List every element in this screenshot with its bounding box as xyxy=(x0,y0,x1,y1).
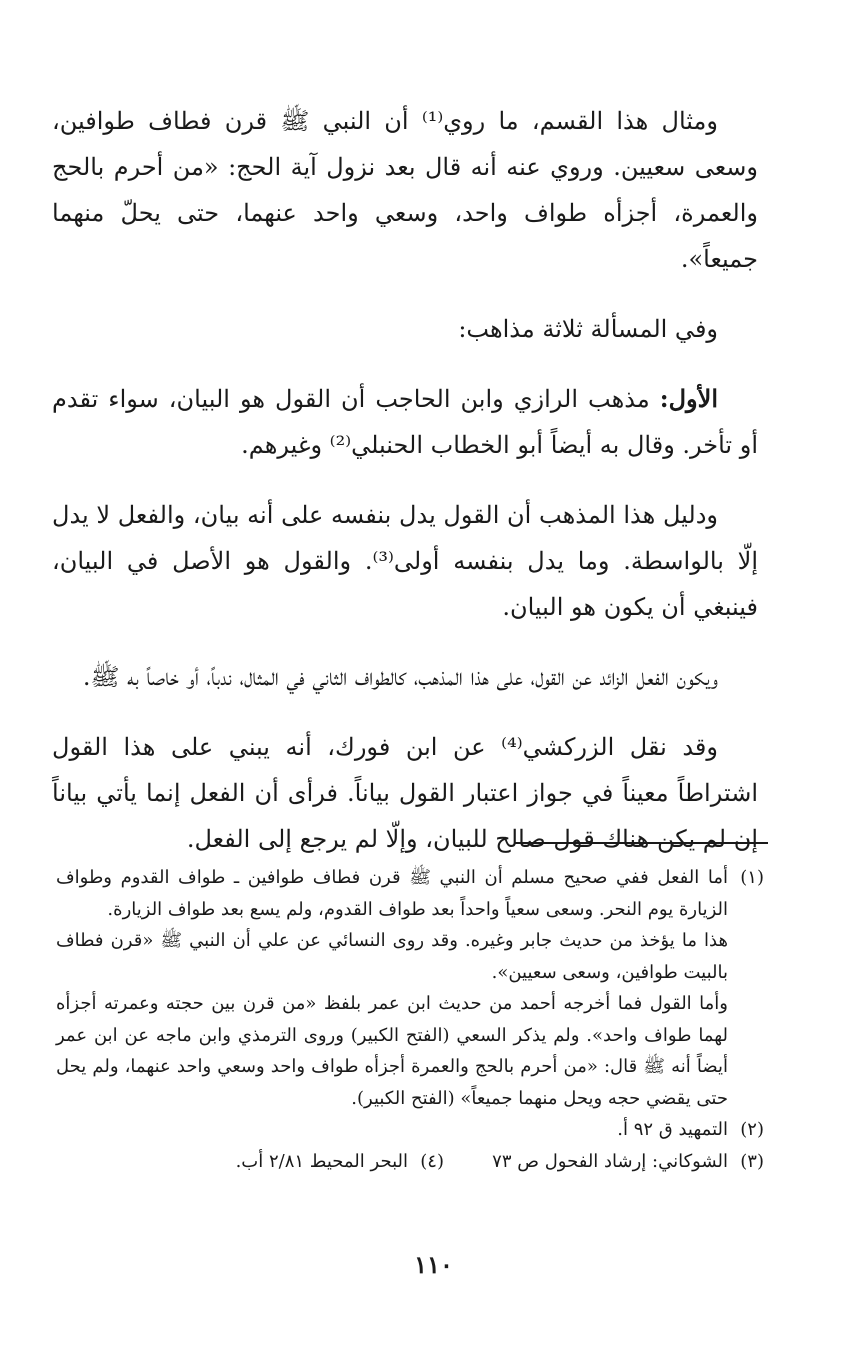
footnote-number: (٢) xyxy=(740,1119,764,1140)
footnote-line: وأما القول فما أخرجه أحمد من حديث ابن عمر بلفظ «من قرن بين حجته وعمرته أجزأه لهما طواف واحد». ولم يذكر السعي (الفتح الكبير) وروى الترمذي وابن ماجه عن ابن عمر أيضاً أنه ﷺ قال: «من أحرم بالحج والعمرة أجزأه طواف واحد وسعي واحد عنهما، ولم يحل حتى يقضي حجه ويحل منهما جميعاً» (الفتح الكبير). xyxy=(56,993,728,1109)
paragraph-three-schools: وفي المسألة ثلاثة مذاهب: xyxy=(458,315,718,343)
footnote-2 xyxy=(56,1114,764,1146)
paragraph-example: ومثال هذا القسم، ما روي⁽¹⁾ أن النبي ﷺ قرن فطاف طوافين، وسعى سعيين. وروي عنه أنه قال بعد نزول آية الحج: «من أحرم بالحج والعمرة، أجزأه طواف واحد، وسعي واحد عنهما، حتى يحلّ منهما جميعاً». xyxy=(52,107,758,273)
footnote-separator xyxy=(515,842,768,844)
footnote-body: البحر المحيط ٢/٨١ أب. xyxy=(235,1150,408,1172)
footnote-3 xyxy=(444,1146,764,1178)
footnote-number: (١) xyxy=(740,867,764,888)
footnote-line: هذا ما يؤخذ من حديث جابر وغيره. وقد روى النسائي عن علي أن النبي ﷺ «قرن فطاف بالبيت طوافين، وسعى سعيين». xyxy=(56,930,728,983)
footnote-4 xyxy=(124,1146,444,1178)
paragraph-evidence: ودليل هذا المذهب أن القول يدل بنفسه على أنه بيان، والفعل لا يدل إلّا بالواسطة. وما يدل بنفسه أولى⁽³⁾. والقول هو الأصل في البيان، فينبغي أن يكون هو البيان. xyxy=(52,501,758,621)
footnote-body: التمهيد ق ٩٢ أ. xyxy=(617,1119,728,1140)
footnotes xyxy=(56,862,764,1177)
footnote-number: (٣) xyxy=(740,1150,764,1172)
footnote-body xyxy=(56,862,728,1114)
page-number: ١١٠ xyxy=(414,1250,453,1279)
paragraph-extra-action: ويكون الفعل الزائد عن القول، على هذا المذهب، كالطواف الثاني في المثال، ندباً، أو خاصاً به ﷺ. xyxy=(82,663,718,691)
footnote-number: (٤) xyxy=(420,1150,444,1172)
main-text xyxy=(52,98,758,886)
footnote-line: أما الفعل ففي صحيح مسلم أن النبي ﷺ قرن فطاف طوافين ـ طواف القدوم وطواف الزيارة يوم النحر. وسعى سعياً واحداً بعد طواف القدوم، ولم يسع بعد طواف الزيارة. xyxy=(56,867,728,920)
paragraph-first-school xyxy=(52,376,758,468)
footnote-1 xyxy=(56,862,764,1114)
paragraph-zarkashi: وقد نقل الزركشي⁽⁴⁾ عن ابن فورك، أنه يبني على هذا القول اشتراطاً معيناً في جواز اعتبار القول بياناً. فرأى أن الفعل إنما يأتي بياناً إن لم يكن هناك قول صالح للبيان، وإلّا لم يرجع إلى الفعل. xyxy=(52,733,758,853)
footnote-row-3-4 xyxy=(56,1146,764,1178)
first-school-label: الأول: xyxy=(659,384,718,413)
footnote-body: الشوكاني: إرشاد الفحول ص ٧٣ xyxy=(492,1150,728,1172)
first-school-text: مذهب الرازي وابن الحاجب أن القول هو البيان، سواء تقدم أو تأخر. وقال به أيضاً أبو الخطاب الحنبلي⁽²⁾ وغيرهم. xyxy=(52,385,758,459)
